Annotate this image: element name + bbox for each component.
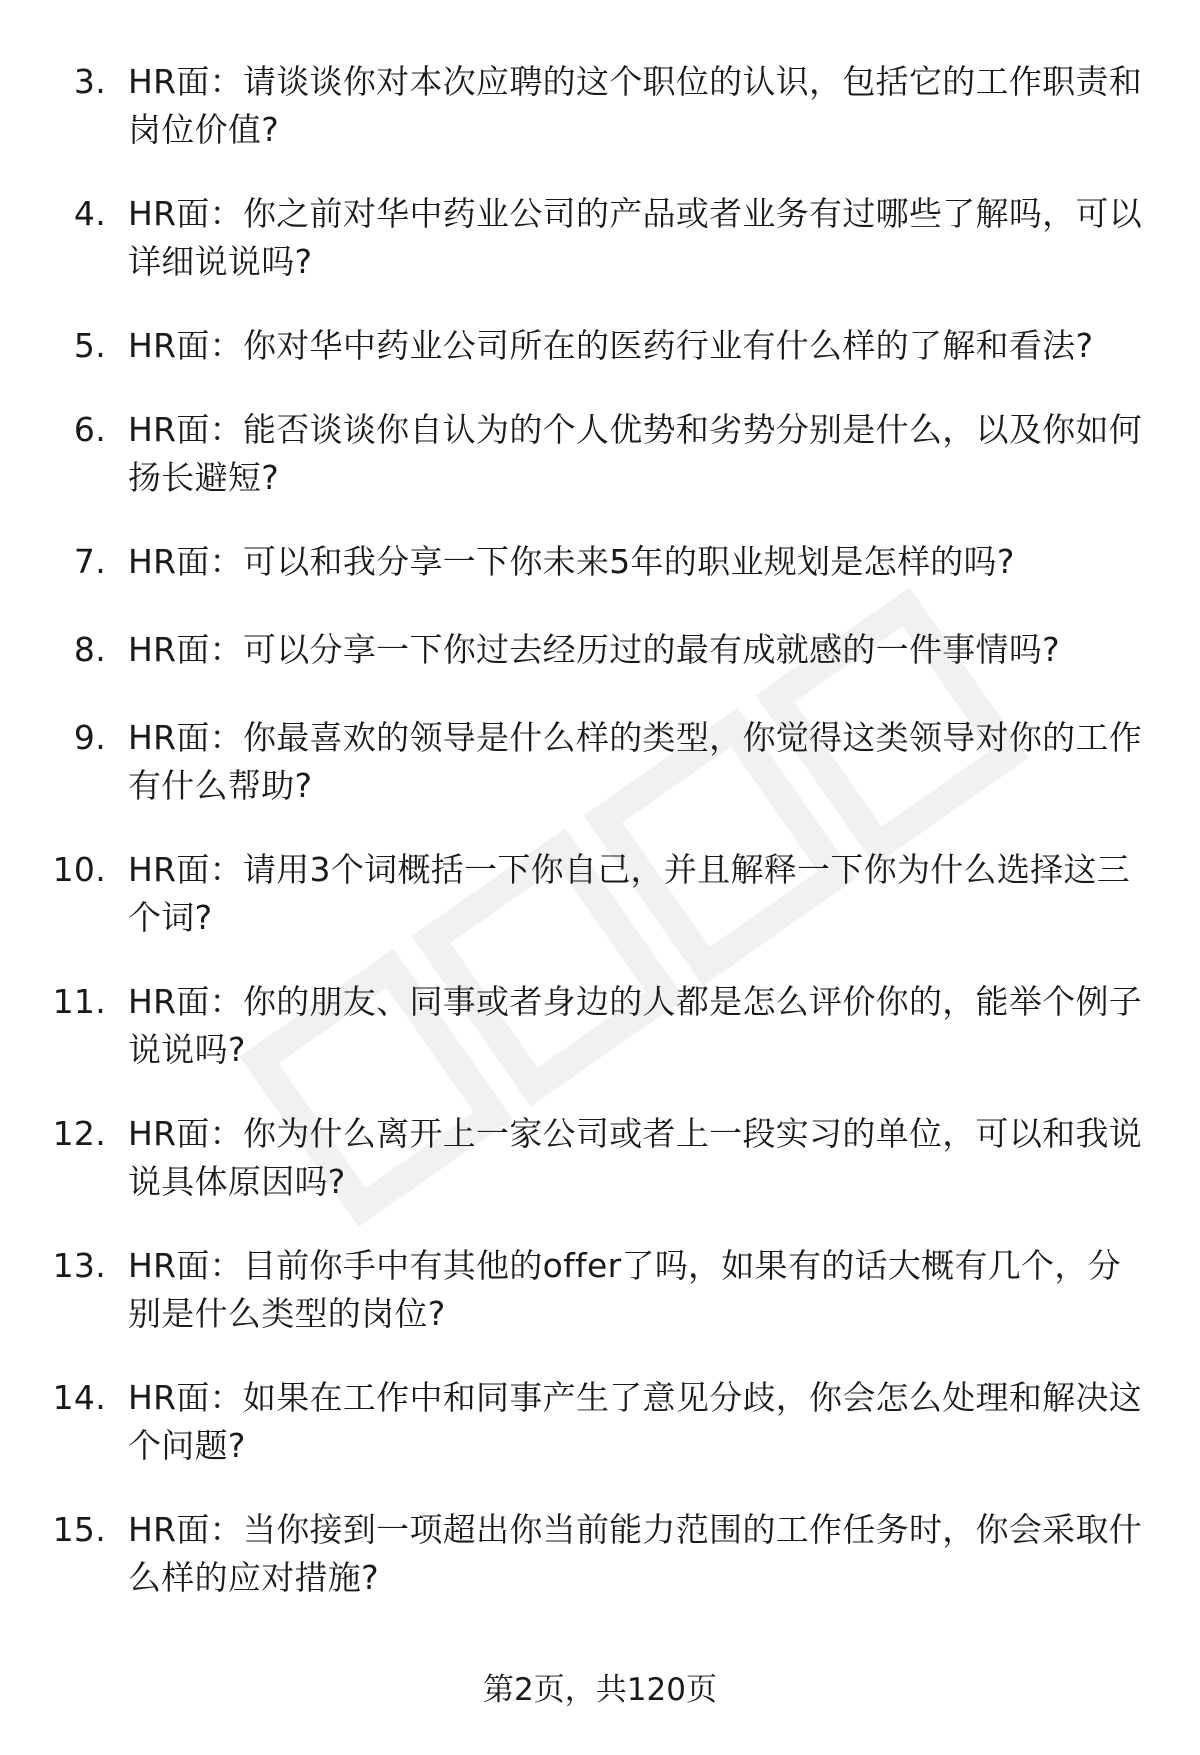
question-number: 11. <box>52 982 106 1021</box>
question-text: HR面：你最喜欢的领导是什么样的类型，你觉得这类领导对你的工作有什么帮助? <box>128 718 1143 805</box>
question-number: 10. <box>52 850 106 889</box>
list-item <box>0 190 1200 286</box>
list-item <box>0 626 1200 674</box>
question-list <box>0 58 1200 1638</box>
list-item <box>0 1242 1200 1338</box>
list-item <box>0 406 1200 502</box>
question-number: 6. <box>73 410 106 449</box>
question-number: 7. <box>73 542 106 581</box>
question-text: HR面：你为什么离开上一家公司或者上一段实习的单位，可以和我说说具体原因吗? <box>128 1114 1143 1201</box>
page-number: 第2页，共120页 <box>483 1672 717 1708</box>
question-text: HR面：请用3个词概括一下你自己，并且解释一下你为什么选择这三个词? <box>128 850 1131 937</box>
question-text: HR面：你之前对华中药业公司的产品或者业务有过哪些了解吗，可以详细说说吗? <box>128 194 1143 281</box>
question-number: 5. <box>73 326 106 365</box>
question-text: HR面：请谈谈你对本次应聘的这个职位的认识，包括它的工作职责和岗位价值? <box>128 62 1143 149</box>
question-text: HR面：当你接到一项超出你当前能力范围的工作任务时，你会采取什么样的应对措施? <box>128 1510 1143 1597</box>
question-text: HR面：目前你手中有其他的offer了吗，如果有的话大概有几个，分别是什么类型的岗位? <box>128 1246 1121 1333</box>
question-text: HR面：可以和我分享一下你未来5年的职业规划是怎样的吗? <box>128 542 1015 581</box>
question-number: 9. <box>73 718 106 757</box>
question-text: HR面：你的朋友、同事或者身边的人都是怎么评价你的，能举个例子说说吗? <box>128 982 1143 1069</box>
list-item <box>0 846 1200 942</box>
list-item <box>0 978 1200 1074</box>
question-text: HR面：能否谈谈你自认为的个人优势和劣势分别是什么，以及你如何扬长避短? <box>128 410 1143 497</box>
question-number: 8. <box>73 630 106 669</box>
list-item <box>0 322 1200 370</box>
list-item <box>0 714 1200 810</box>
question-number: 13. <box>52 1246 106 1285</box>
question-number: 4. <box>73 194 106 233</box>
question-text: HR面：你对华中药业公司所在的医药行业有什么样的了解和看法? <box>128 326 1094 365</box>
question-text: HR面：可以分享一下你过去经历过的最有成就感的一件事情吗? <box>128 630 1060 669</box>
question-number: 12. <box>52 1114 106 1153</box>
question-number: 15. <box>52 1510 106 1549</box>
list-item <box>0 1506 1200 1602</box>
question-number: 3. <box>73 62 106 101</box>
list-item <box>0 1110 1200 1206</box>
question-number: 14. <box>52 1378 106 1417</box>
list-item <box>0 538 1200 586</box>
list-item <box>0 1374 1200 1470</box>
list-item <box>0 58 1200 154</box>
question-text: HR面：如果在工作中和同事产生了意见分歧，你会怎么处理和解决这个问题? <box>128 1378 1143 1465</box>
